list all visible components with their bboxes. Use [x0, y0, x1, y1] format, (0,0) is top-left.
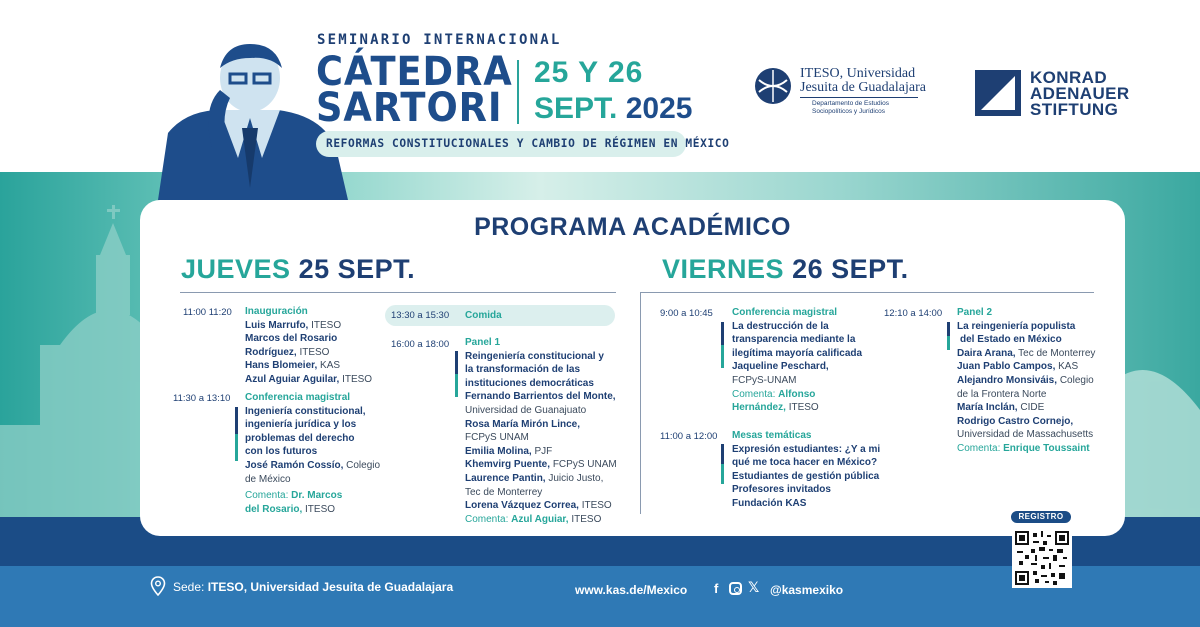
friday-rule	[640, 292, 1094, 293]
comment-label: Comenta:	[957, 442, 1001, 454]
session-time: 11:30 a 13:10	[173, 393, 231, 404]
participant-name: Marcos del Rosario	[245, 333, 338, 345]
session-accent	[721, 444, 724, 484]
kas-logo-icon	[975, 70, 1021, 116]
session-topic: problemas del derecho	[245, 432, 355, 444]
comment-label: Comenta:	[245, 490, 289, 502]
title-catedra: CÁTEDRA	[316, 49, 513, 95]
participant-org: ITESO	[581, 500, 612, 512]
thursday-date: 25 SEPT.	[298, 254, 416, 284]
participant-name: María Inclán,	[957, 402, 1018, 414]
participant-name: Khemvirg Puente,	[465, 459, 551, 471]
session-conferencia-thu	[245, 391, 385, 516]
session-title: Inauguración	[245, 306, 308, 317]
session-time: 9:00 a 10:45	[660, 308, 713, 319]
participant-org: FCPyS UNAM	[465, 432, 529, 444]
session-participants: Estudiantes de gestión pública	[732, 470, 880, 482]
session-topic: Ingeniería constitucional,	[245, 405, 366, 417]
session-time: 12:10 a 14:00	[884, 308, 943, 319]
participant-org: ITESO	[342, 373, 373, 385]
header-divider	[517, 60, 519, 124]
facebook-icon[interactable]: f	[714, 581, 719, 596]
participant-name: Emilia Molina,	[465, 445, 532, 457]
participant-org: de la Frontera Norte	[957, 388, 1047, 400]
participant-name: Hans Blomeier,	[245, 360, 318, 372]
session-title: Conferencia magistral	[245, 392, 351, 403]
iteso-name-line1: ITESO, Universidad	[800, 66, 916, 81]
kas-name-line2: ADENAUER	[1030, 84, 1130, 103]
program-title: PROGRAMA ACADÉMICO	[474, 213, 791, 241]
session-title: Mesas temáticas	[732, 430, 812, 441]
commenter-name: Dr. Marcos	[291, 490, 343, 502]
participant-name: Azul Aguiar Aguilar,	[245, 373, 340, 385]
participant-name: Rosa María Mirón Lince,	[465, 418, 581, 430]
social-handle[interactable]: @kasmexiko	[770, 583, 844, 597]
participant-org: KAS	[1058, 361, 1079, 373]
participant-name: Rodrigo Castro Cornejo,	[957, 415, 1074, 427]
session-accent	[721, 322, 724, 368]
friday-date: 26 SEPT.	[792, 254, 909, 284]
qr-code-pattern	[1015, 531, 1069, 585]
session-accent	[455, 351, 458, 397]
session-panel-1	[465, 336, 635, 526]
participant-org: CIDE	[1020, 402, 1045, 414]
friday-heading	[662, 254, 909, 285]
session-topic: ilegítima mayoría calificada	[732, 347, 863, 359]
venue	[173, 580, 453, 594]
title-sartori: SARTORI	[316, 85, 503, 131]
commenter-org: ITESO	[571, 513, 602, 525]
cathedral-silhouette-left	[0, 195, 160, 520]
session-time: 16:00 a 18:00	[391, 339, 450, 350]
iteso-logo-icon	[753, 66, 793, 106]
participant-name: Rodríguez,	[245, 346, 297, 358]
speaker-org: FCPyS-UNAM	[732, 374, 797, 386]
seminario-label: SEMINARIO INTERNACIONAL	[317, 32, 562, 48]
speaker-name: José Ramón Cossío,	[245, 459, 344, 471]
participant-name: Alejandro Monsiváis,	[957, 374, 1058, 386]
commenter-name: Hernández,	[732, 402, 786, 414]
session-topic: Expresión estudiantes: ¿Y a mi	[732, 443, 881, 455]
session-title: Panel 2	[957, 307, 993, 318]
participant-org: ITESO	[299, 346, 330, 358]
event-month-year	[534, 92, 692, 126]
event-days: 25 Y 26	[534, 56, 644, 89]
participant-name: Laurence Pantin,	[465, 472, 546, 484]
session-topic: qué me toca hacer en México?	[732, 457, 878, 469]
iteso-name-line2: Jesuita de Guadalajara	[800, 80, 926, 95]
participant-org: ITESO	[311, 319, 342, 331]
participant-org: Tec de Monterrey	[465, 486, 543, 498]
speaker-org: Colegio	[346, 459, 381, 471]
participant-org: PJF	[534, 445, 553, 457]
location-pin-icon	[150, 576, 166, 596]
comment-label: Comenta:	[732, 388, 776, 400]
session-panel-2	[957, 306, 1122, 456]
commenter-name: Azul Aguiar,	[511, 513, 569, 525]
instagram-icon[interactable]	[729, 582, 742, 595]
session-topic: La reingeniería populista	[957, 320, 1076, 332]
event-year: 2025	[625, 92, 693, 125]
commenter-name: Enrique Toussaint	[1003, 442, 1090, 454]
thursday-rule	[180, 292, 616, 293]
session-topic: con los futuros	[245, 446, 318, 458]
comment-label: Comenta:	[465, 513, 509, 525]
session-participants: Fundación KAS	[732, 497, 807, 509]
thursday-day: JUEVES	[181, 254, 291, 284]
session-topic: La destrucción de la	[732, 320, 829, 332]
commenter-org: ITESO	[305, 503, 336, 515]
participant-org: Universidad de Guanajuato	[465, 404, 587, 416]
session-inauguracion	[245, 305, 385, 387]
participant-org: Juicio Justo,	[548, 472, 604, 484]
venue-label: Sede:	[173, 580, 205, 594]
session-accent	[947, 322, 950, 350]
subtitle: REFORMAS CONSTITUCIONALES Y CAMBIO DE RÉGIMEN EN MÉXICO	[326, 137, 730, 150]
participant-org: FCPyS UNAM	[552, 459, 617, 471]
participant-org: Tec de Monterrey	[1018, 347, 1096, 359]
session-time: 11:00 11:20	[183, 307, 232, 318]
session-title: Comida	[465, 310, 502, 321]
session-conferencia-fri	[732, 306, 882, 415]
session-topic: instituciones democráticas	[465, 377, 594, 389]
session-title: Conferencia magistral	[732, 307, 838, 318]
session-topic: la transformación de las	[465, 364, 581, 376]
session-mesas	[732, 429, 892, 511]
session-topic: del Estado en México	[960, 334, 1062, 346]
iteso-department-line1: Departamento de Estudios	[812, 100, 889, 107]
session-topic: ingeniería jurídica y los	[245, 419, 357, 431]
venue-value: ITESO, Universidad Jesuita de Guadalajara	[207, 580, 454, 594]
friday-day: VIERNES	[662, 254, 785, 284]
session-title: Panel 1	[465, 337, 501, 348]
participant-org: KAS	[320, 360, 341, 372]
website-link[interactable]: www.kas.de/Mexico	[575, 583, 688, 597]
commenter-org: ITESO	[788, 402, 819, 414]
participant-name: Fernando Barrientos del Monte,	[465, 391, 616, 403]
kas-name-line3: STIFTUNG	[1030, 100, 1119, 119]
session-participants: Profesores invitados	[732, 484, 831, 496]
speaker-org: de México	[245, 473, 291, 485]
registro-label[interactable]: REGISTRO	[1018, 512, 1064, 521]
session-comida	[465, 309, 502, 323]
participant-name: Luis Marrufo,	[245, 319, 309, 331]
session-time: 11:00 a 12:00	[660, 431, 718, 442]
iteso-department-line2: Sociopolíticos y Jurídicos	[812, 108, 885, 115]
participant-org: Universidad de Massachusetts	[957, 429, 1094, 441]
iteso-divider	[800, 97, 918, 98]
participant-name: Daira Arana,	[957, 347, 1016, 359]
kas-name-line1: KONRAD	[1030, 68, 1108, 87]
x-icon[interactable]: 𝕏	[748, 580, 760, 596]
session-time: 13:30 a 15:30	[391, 310, 450, 321]
qr-code-icon[interactable]	[1012, 528, 1072, 588]
thursday-heading	[181, 254, 415, 285]
participant-org: Colegio	[1059, 374, 1094, 386]
day-separator	[640, 292, 641, 514]
commenter-name: del Rosario,	[245, 503, 303, 515]
session-topic: transparencia mediante la	[732, 334, 856, 346]
participant-name: Lorena Vázquez Correa,	[465, 500, 579, 512]
participant-name: Juan Pablo Campos,	[957, 361, 1056, 373]
commenter-name: Alfonso	[778, 388, 816, 400]
event-month: SEPT.	[534, 92, 618, 125]
speaker-name: Jaqueline Peschard,	[732, 361, 829, 373]
session-accent	[235, 407, 238, 461]
session-topic: Reingeniería constitucional y	[465, 350, 604, 362]
